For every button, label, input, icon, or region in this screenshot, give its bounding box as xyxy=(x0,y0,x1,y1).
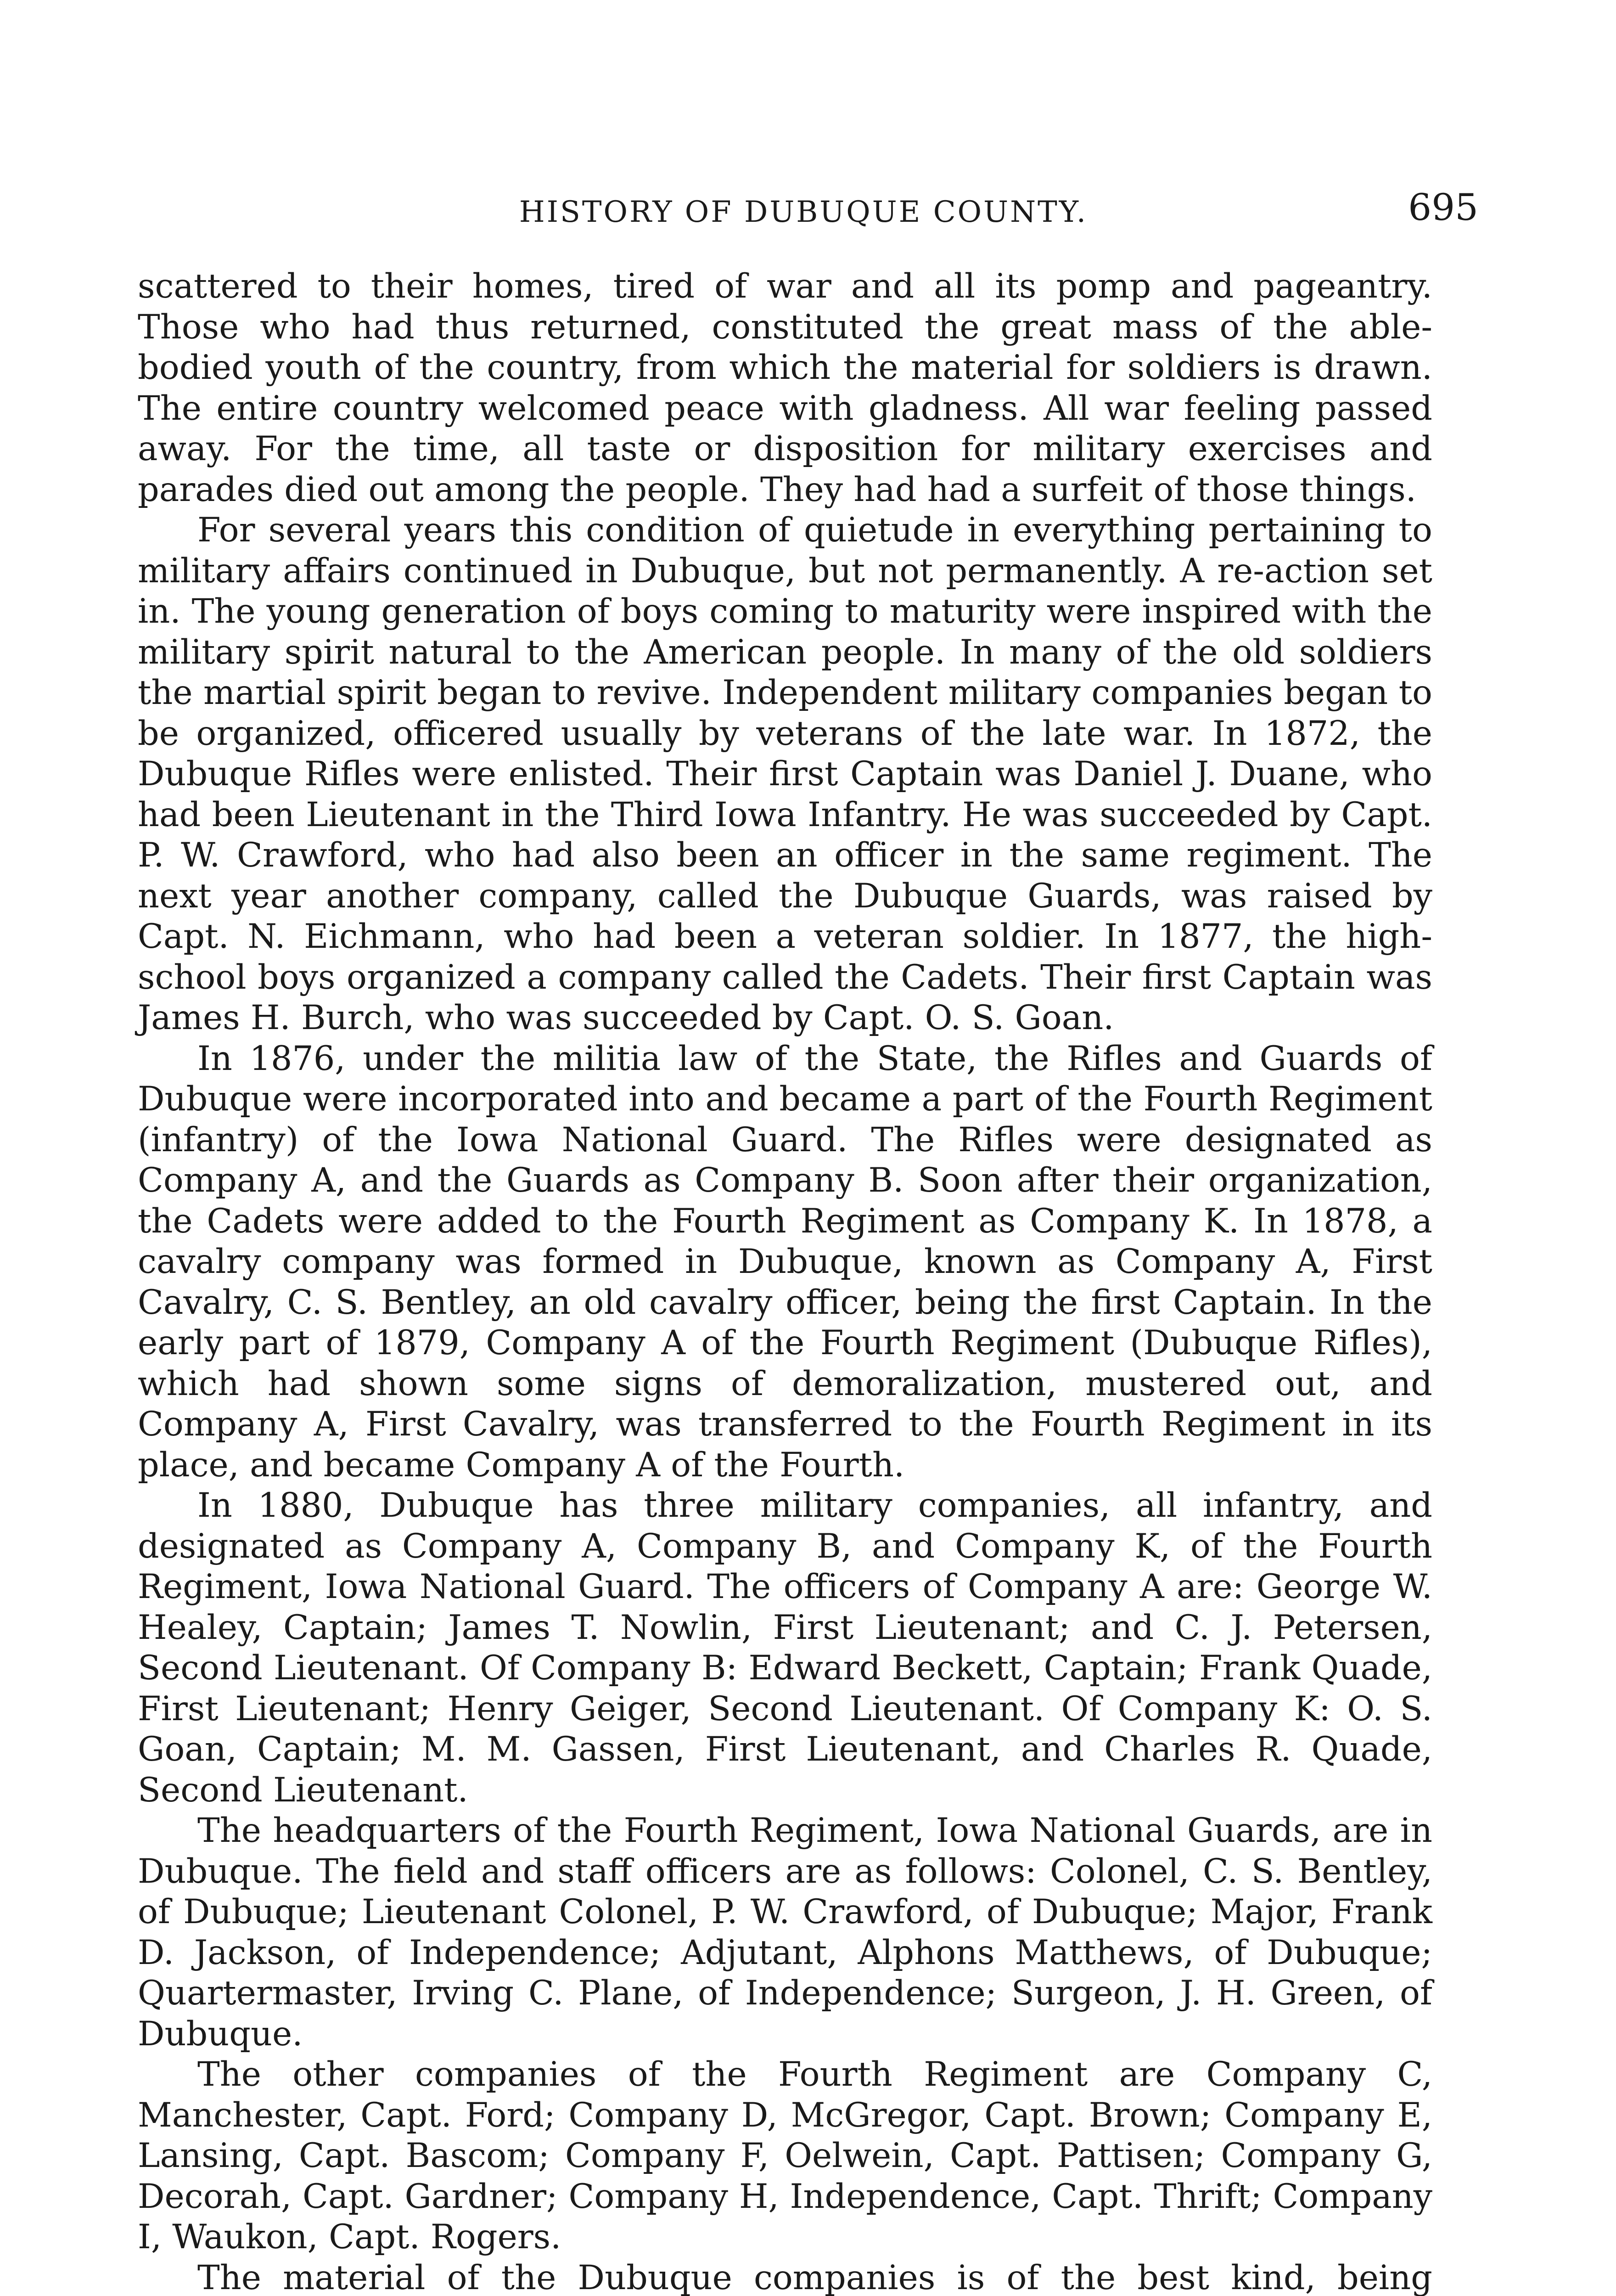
paragraph-military-revival: For several years this condition of quietude in everything pertaining to military affairs continued in Dubuque, but not permanently. A re-action set in. The young generation of boys coming to maturity were inspired with the military spirit natural to the American people. In many of the old soldiers the martial spirit began to revive. Independent military companies began to be organized, officered usually by veterans of the late war. In 1872, the Dubuque Rifles were enlisted. Their first Captain was Daniel J. Duane, who had been Lieutenant in the Third Iowa Infantry. He was succeeded by Capt. P. W. Crawford, who had also been an officer in the same regiment. The next year another company, called the Dubuque Guards, was raised by Capt. N. Eichmann, who had been a veteran soldier. In 1877, the high-school boys organized a company called the Cadets. Their first Captain was James H. Burch, who was succeeded by Capt. O. S. Goan. xyxy=(138,511,1432,1037)
paragraph-headquarters: The headquarters of the Fourth Regiment, Iowa National Guards, are in Dubuque. The field and staff officers are as follows: Colonel, C. S. Bentley, of Dubuque; Lieutenant Colonel, P. W. Crawford, of Dubuque; Major, Frank D. Jackson, of Independence; Adjutant, Alphons Matthews, of Dubuque; Quartermaster, Irving C. Plane, of Independence; Surgeon, J. H. Green, of Dubuque. xyxy=(138,1811,1432,2054)
body-text xyxy=(138,266,1432,2296)
paragraph-continued: scattered to their homes, tired of war and all its pomp and pageantry. Those who had thus returned, constituted the great mass of the able-bodied youth of the country, from which the material for soldiers is drawn. The entire country welcomed peace with gladness. All war feeling passed away. For the time, all taste or disposition for military exercises and parades died out among the people. They had had a surfeit of those things. xyxy=(138,267,1432,509)
running-head-title: HISTORY OF DUBUQUE COUNTY. xyxy=(519,195,1088,229)
page-number: 695 xyxy=(1408,186,1478,229)
paragraph-fourth-regiment-1876: In 1876, under the militia law of the State, the Rifles and Guards of Dubuque were incorporated into and became a part of the Fourth Regiment (infantry) of the Iowa National Guard. The Rifles were designated as Company A, and the Guards as Company B. Soon after their organization, the Cadets were added to the Fourth Regiment as Company K. In 1878, a cavalry company was formed in Dubuque, known as Company A, First Cavalry, C. S. Bentley, an old cavalry officer, being the first Captain. In the early part of 1879, Company A of the Fourth Regiment (Dubuque Rifles), which had shown some signs of demoralization, mustered out, and Company A, First Cavalry, was transferred to the Fourth Regiment in its place, and became Company A of the Fourth. xyxy=(138,1039,1432,1485)
paragraph-other-companies: The other companies of the Fourth Regiment are Company C, Manchester, Capt. Ford; Company D, McGregor, Capt. Brown; Company E, Lansing, Capt. Bascom; Company F, Oelwein, Capt. Pattisen; Company G, Decorah, Capt. Gardner; Company H, Independence, Capt. Thrift; Company I, Waukon, Capt. Rogers. xyxy=(138,2055,1432,2257)
paragraph-material: The material of the Dubuque companies is of the best kind, being xyxy=(197,2258,1432,2296)
paragraph-companies-1880: In 1880, Dubuque has three military companies, all infantry, and designated as Company A, Company B, and Company K, of the Fourth Regiment, Iowa National Guard. The officers of Company A are: George W. Healey, Captain; James T. Nowlin, First Lieutenant; and C. J. Petersen, Second Lieutenant. Of Company B: Edward Beckett, Captain; Frank Quade, First Lieutenant; Henry Geiger, Second Lieutenant. Of Company K: O. S. Goan, Captain; M. M. Gassen, First Lieutenant, and Charles R. Quade, Second Lieutenant. xyxy=(138,1486,1432,1810)
